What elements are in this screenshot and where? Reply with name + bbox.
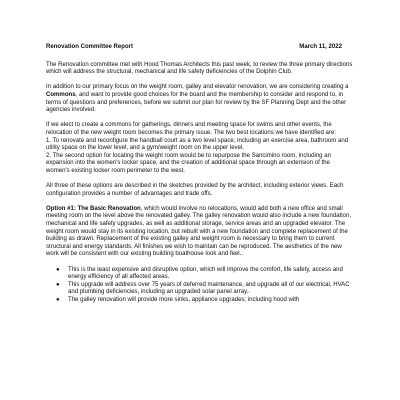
- paragraph-locations: [46, 122, 354, 175]
- report-header: [46, 44, 354, 52]
- paragraph-commons: [46, 84, 354, 114]
- option-1-label: Option #1: The Basic Renovation: [46, 205, 141, 212]
- bullet-item: ● The galley renovation will provide more sinks, appliance upgrades; including hood with: [68, 297, 354, 305]
- bullet-item: ● This is the least expensive and disruptive option, which will improve the comfort, life safety, access and energy efficiency of all affected areas.: [68, 267, 354, 282]
- paragraph-option-1: [46, 206, 354, 259]
- option-1-text: , which would involve no relocations, would add both a new office and small meeting room on the level above the renovated galley. The galley renovation would also include a new foundation, mechanical and life safety upgrades, as well as additional storage, service areas and an upgraded elevator. The weight room would stay in its existing location, but rebuilt with a new foundation and complete replacement of the building as drawn. Replacement of the existing galley and weight room is necessary to bring them to current structural and energy standards. All finishes we wish to maintain can be reproduced. The aesthetics of the new work will be consistent with our existing building boathouse look and feel..: [46, 205, 352, 258]
- report-title: Renovation Committee Report: [46, 44, 134, 50]
- paragraph-options-summary: All three of these options are described in the sketches provided by the architect, including exterior views. Each configuration provides a number of advantages and trade offs.: [46, 183, 344, 197]
- commons-text-before: In addition to our primary focus on the weight room, galley and elevator renovation, we are considering creating a: [46, 84, 349, 91]
- location-option-2: 2. The second option for locating the weight room would be to repurpose the Sancimino room, including an expansion into the women's locker space, and the creation of additional space through an extension of the women's existing locker room perimeter to the west.: [46, 152, 331, 174]
- report-date: March 11, 2022: [299, 44, 342, 50]
- option-1-bullets: [46, 267, 354, 305]
- commons-term: Commons: [46, 91, 76, 98]
- location-option-1: 1. To renovate and reconfigure the handball court as a two level space, including an exercise area, bathroom and utility space on the lower level, and a gym/weight room on the upper level.: [46, 137, 349, 152]
- commons-text-after: , and want to provide good choices for the board and the membership to consider and respond to, in terms of questions and preferences, before we submit our plan for review by the SF Planning Dept and the other agencies involved.: [46, 91, 347, 114]
- locations-lead: If we elect to create a commons for gatherings, dinners and meeting space for swims and other events, the relocation of the new weight room becomes the primary issue. The two best locations we have identified are:: [46, 122, 336, 136]
- bullet-item: ● This upgrade will address over 75 years of deferred maintenance, and upgrade all of our electrical, HVAC and plumbing deficiencies, including an upgraded solar panel array..: [68, 282, 354, 297]
- paragraph-intro: The Renovation committee met with Hood Thomas Architects this past week, to review the three primary directions which will address the structural, mechanical and life safety deficiencies of the Dolphin Club.: [46, 61, 353, 76]
